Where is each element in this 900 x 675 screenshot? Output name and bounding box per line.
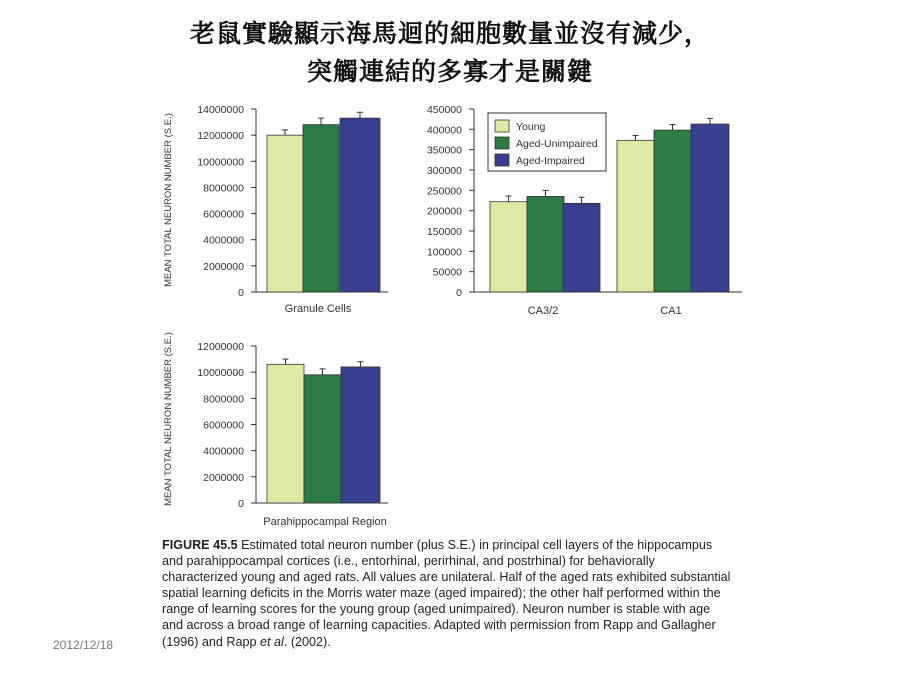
y-tick-label: 8000000 [203, 182, 244, 195]
slide-date: 2012/12/18 [53, 638, 114, 652]
y-tick-label: 8000000 [203, 393, 244, 406]
y-tick-label: 10000000 [197, 156, 244, 169]
y-tick-label: 12000000 [197, 130, 244, 143]
y-tick-label: 100000 [426, 246, 462, 259]
y-tick-label: 50000 [432, 266, 462, 279]
legend-swatch [495, 154, 509, 166]
y-tick-label: 450000 [426, 104, 462, 116]
legend-swatch [495, 137, 509, 149]
y-tick-label: 14000000 [197, 104, 244, 116]
figure-caption [162, 537, 732, 650]
y-tick-label: 4000000 [203, 234, 244, 247]
bar [340, 118, 380, 292]
y-tick-label: 6000000 [203, 419, 244, 432]
y-tick-label: 0 [238, 498, 244, 510]
legend-swatch [495, 120, 509, 132]
y-tick-label: 250000 [426, 185, 462, 198]
caption-text-1: Estimated total neuron number (plus S.E.) in principal cell layers of the hippocampus and parahippocampal cortices (i.e., entorhinal, perirhinal, and postrhinal) for behaviorally characterized young and aged rats. All values are unilateral. Half of the aged rats exhibited substantial spatial learning deficits in the Morris water maze (aged impaired); the other half performed within the range of learning scores for the young group (aged unimpaired). Neuron number is stable with age and across a broad range of learning capacities. Adapted with permission from Rapp and Gallagher (1996) and Rapp [162, 538, 731, 649]
bar [691, 124, 729, 292]
figure-label: FIGURE 45.5 [162, 538, 238, 552]
y-axis-label: MEAN TOTAL NEURON NUMBER (S.E.) [163, 113, 174, 287]
y-tick-label: 2000000 [203, 260, 244, 273]
category-label: CA3/2 [527, 305, 559, 317]
y-tick-label: 400000 [426, 124, 462, 137]
bar [490, 202, 527, 292]
category-label: Parahippocampal Region [263, 516, 387, 528]
slide-title-line-2: 突觸連結的多寡才是關鍵 [306, 57, 593, 86]
bar [303, 125, 339, 292]
y-tick-label: 300000 [426, 165, 462, 177]
y-tick-label: 10000000 [197, 367, 244, 380]
y-tick-label: 2000000 [203, 471, 244, 484]
bar [617, 140, 654, 292]
bar [267, 135, 303, 292]
legend-label: Young [516, 121, 546, 133]
y-tick-label: 12000000 [197, 341, 244, 353]
y-tick-label: 0 [238, 287, 244, 299]
y-tick-label: 150000 [426, 226, 462, 238]
y-axis-label: MEAN TOTAL NEURON NUMBER (S.E.) [163, 332, 174, 506]
slide-title-line-1: 老鼠實驗顯示海馬迴的細胞數量並沒有減少， [189, 19, 710, 48]
bar [654, 130, 691, 292]
caption-text-italic: et al [260, 634, 284, 649]
caption-text-2: . (2002). [283, 634, 331, 649]
bar [304, 375, 341, 503]
y-tick-label: 200000 [426, 205, 462, 218]
category-label: Granule Cells [284, 303, 352, 315]
y-tick-label: 350000 [426, 144, 462, 157]
y-tick-label: 4000000 [203, 445, 244, 458]
legend-label: Aged-Impaired [516, 155, 585, 167]
legend-label: Aged-Unimpaired [516, 138, 598, 150]
bar [341, 367, 380, 503]
bar [563, 203, 600, 292]
category-label: CA1 [660, 305, 682, 317]
bar [267, 364, 304, 503]
bar [527, 196, 564, 292]
y-tick-label: 0 [456, 287, 462, 299]
y-tick-label: 6000000 [203, 208, 244, 221]
